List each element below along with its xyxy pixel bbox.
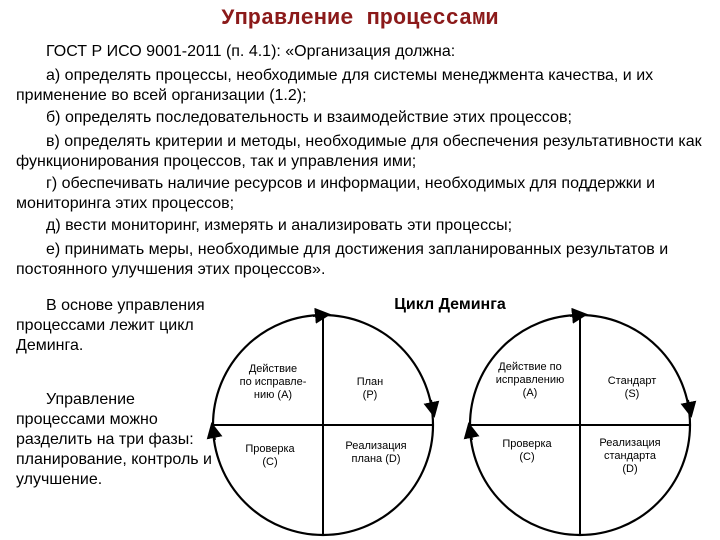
svg-text:по исправле-: по исправле- xyxy=(239,376,307,388)
deming-cycle-title: Цикл Деминга xyxy=(394,296,506,313)
gost-item-v: в) определять критерии и методы, необходимые для обеспечения результативности как функционирования процессов, так и управления ими; xyxy=(16,133,702,170)
pdca-plan-label xyxy=(357,376,384,401)
sdca-circle xyxy=(470,315,690,535)
svg-text:(C): (C) xyxy=(262,456,278,468)
svg-text:стандарта: стандарта xyxy=(603,450,657,462)
side-text-deming: В основе управления процессами лежит цикл Деминга. xyxy=(16,297,205,354)
svg-text:Стандарт: Стандарт xyxy=(607,375,657,387)
gost-item-e: е) принимать меры, необходимые для достижения запланированных результатов и постоянного улучшения этих процессов». xyxy=(16,241,669,278)
svg-text:Реализация: Реализация xyxy=(345,440,407,452)
pdca-circle xyxy=(213,315,433,535)
svg-text:(D): (D) xyxy=(622,463,638,475)
svg-text:плана (D): плана (D) xyxy=(351,453,401,465)
svg-text:Проверка: Проверка xyxy=(245,443,295,455)
svg-text:исправлению: исправлению xyxy=(495,374,565,386)
sdca-action-label xyxy=(496,361,564,399)
side-text-phases: Управление процессами можно разделить на три фазы: планирование, контроль и улучшение. xyxy=(16,391,212,488)
svg-text:(P): (P) xyxy=(362,389,378,401)
svg-text:План: План xyxy=(356,376,384,388)
pdca-do-label xyxy=(345,440,406,465)
gost-item-g: г) обеспечивать наличие ресурсов и информации, необходимых для поддержки и мониторинга этих процессов; xyxy=(16,175,656,212)
sdca-do-label xyxy=(599,437,660,475)
pdca-check-label xyxy=(245,443,295,468)
svg-text:(A): (A) xyxy=(522,387,538,399)
sdca-standard-label xyxy=(608,375,657,400)
svg-text:Действие по: Действие по xyxy=(498,361,562,373)
svg-text:(C): (C) xyxy=(519,451,535,463)
gost-intro: ГОСТ Р ИСО 9001-2011 (п. 4.1): «Организация должна: xyxy=(46,43,456,60)
gost-item-d: д) вести мониторинг, измерять и анализировать эти процессы; xyxy=(46,217,513,234)
svg-text:(S): (S) xyxy=(624,388,640,400)
sdca-check-label xyxy=(502,438,552,463)
svg-text:Реализация: Реализация xyxy=(599,437,661,449)
svg-text:Проверка: Проверка xyxy=(502,438,552,450)
svg-text:нию (A): нию (A) xyxy=(253,389,293,401)
gost-item-b: б) определять последовательность и взаимодействие этих процессов; xyxy=(46,109,572,126)
pdca-action-label xyxy=(240,363,307,401)
svg-text:Действие: Действие xyxy=(248,363,298,375)
gost-item-a: а) определять процессы, необходимые для системы менеджмента качества, и их применение во всей организации (1.2); xyxy=(16,67,654,104)
page-title: Управление процессами xyxy=(221,6,499,31)
